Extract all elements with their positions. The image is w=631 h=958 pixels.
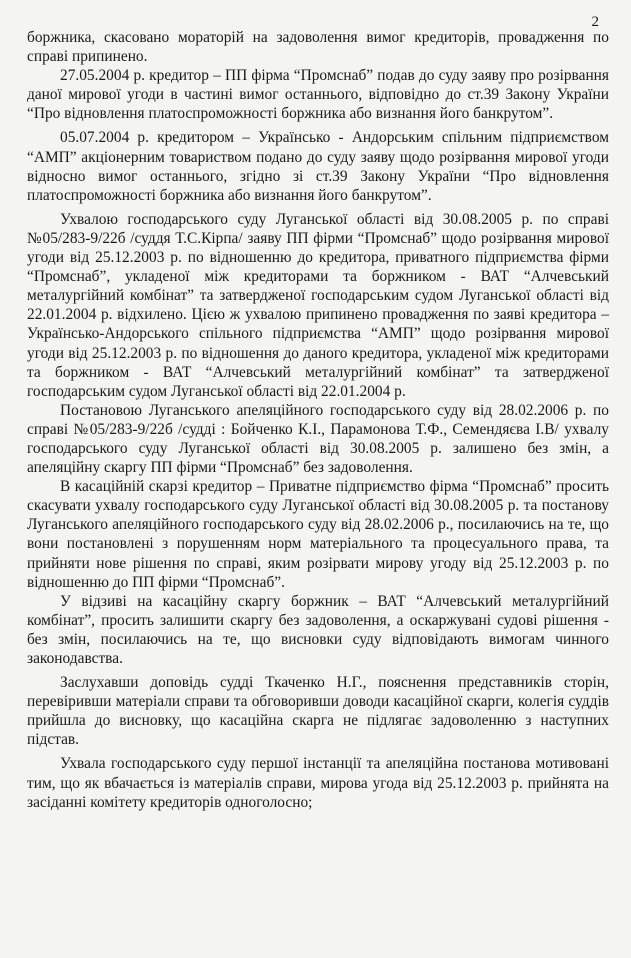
paragraph-appeal-ruling: Постановою Луганського апеляційного господарського суду від 28.02.2006 р. по справі №05/283-9/22б /судді : Бойченко К.І., Парамонова Т.Ф., Семендяєва І.В/ ухвалу господарського суду Луганської області від 30.08.2005 р. залишено без змін, а апеляційну скаргу ПП фірми “Промснаб” без задоволення. <box>27 401 609 477</box>
paragraph-reasoning: Ухвала господарського суду першої інстанції та апеляційна постанова мотивовані тим, що як вбачається із матеріалів справи, мирова угода від 25.12.2003 р. прийнята на засіданні комітету кредиторів одноголосно; <box>27 755 609 811</box>
paragraph-cassation-complaint: В касаційній скарзі кредитор – Приватне підприємство фірма “Промснаб” просить скасувати ухвалу господарського суду Луганської області від 30.08.2005 р. та постанову Луганського апеляційного господарського суду від 28.02.2006 р., посилаючись на те, що вони постановлені з порушенням норм матеріального та процесуального права, та прийняти нове рішення по справі, яким розірвати мирову угоду від 25.12.2003 р. по відношенню до ПП фірми “Промснаб”. <box>27 478 609 591</box>
paragraph-amp-claim: 05.07.2004 р. кредитором – Українсько - Андорським спільним підприємством “АМП” акціонерним товариством подано до суду заяву щодо розірвання мирової угоди відносно вимог останнього, згідно зі ст.39 Закону України “Про відновлення платоспроможності боржника або визнання його банкрутом”. <box>27 129 609 204</box>
paragraph-promsnab-claim: 27.05.2004 р. кредитор – ПП фірма “Промснаб” подав до суду заяву про розірвання даної мирової угоди в частині вимог останнього, відповідно до ст.39 Закону України “Про відновлення платоспроможності боржника або визнання його банкрутом”. <box>27 67 609 123</box>
paragraph-first-instance-ruling: Ухвалою господарського суду Луганської області від 30.08.2005 р. по справі №05/283-9/22б /суддя Т.С.Кірпа/ заяву ПП фірми “Промснаб” щодо розірвання мирової угоди від 25.12.2003 р. по відношенню до кредитора, приватного підприємства фірми “Промснаб”, укладеної між кредиторами та боржником - ВАТ “Алчевський металургійний комбінат” та затвердженої господарським судом Луганської області від 22.01.2004 р. відхилено. Цією ж ухвалою припинено провадження по заяві кредитора – Українсько-Андорського спільного підприємства “АМП” щодо розірвання мирової угоди від 25.12.2003 р. по відношення до даного кредитора, укладеної між кредиторами та боржником - ВАТ “Алчевський металургійний комбінат” та затвердженої господарським судом Луганської області від 22.01.2004 р. <box>27 210 609 400</box>
paragraph-continuation: боржника, скасовано мораторій на задоволення вимог кредиторів, провадження по справі припинено. <box>27 29 609 66</box>
paragraph-court-conclusion: Заслухавши доповідь судді Ткаченко Н.Г., пояснення представників сторін, перевіривши матеріали справи та обговоривши доводи касаційної скарги, колегія суддів прийшла до висновку, що касаційна скарга не підлягає задоволенню з наступних підстав. <box>27 674 609 749</box>
page-number: 2 <box>591 14 599 30</box>
paragraph-debtor-response: У відзиві на касаційну скаргу боржник – ВАТ “Алчевський металургійний комбінат”, просить залишити скаргу без задоволення, а оскаржувані судові рішення - без змін, посилаючись на те, що висновки суду відповідають вимогам чинного законодавства. <box>27 592 609 667</box>
